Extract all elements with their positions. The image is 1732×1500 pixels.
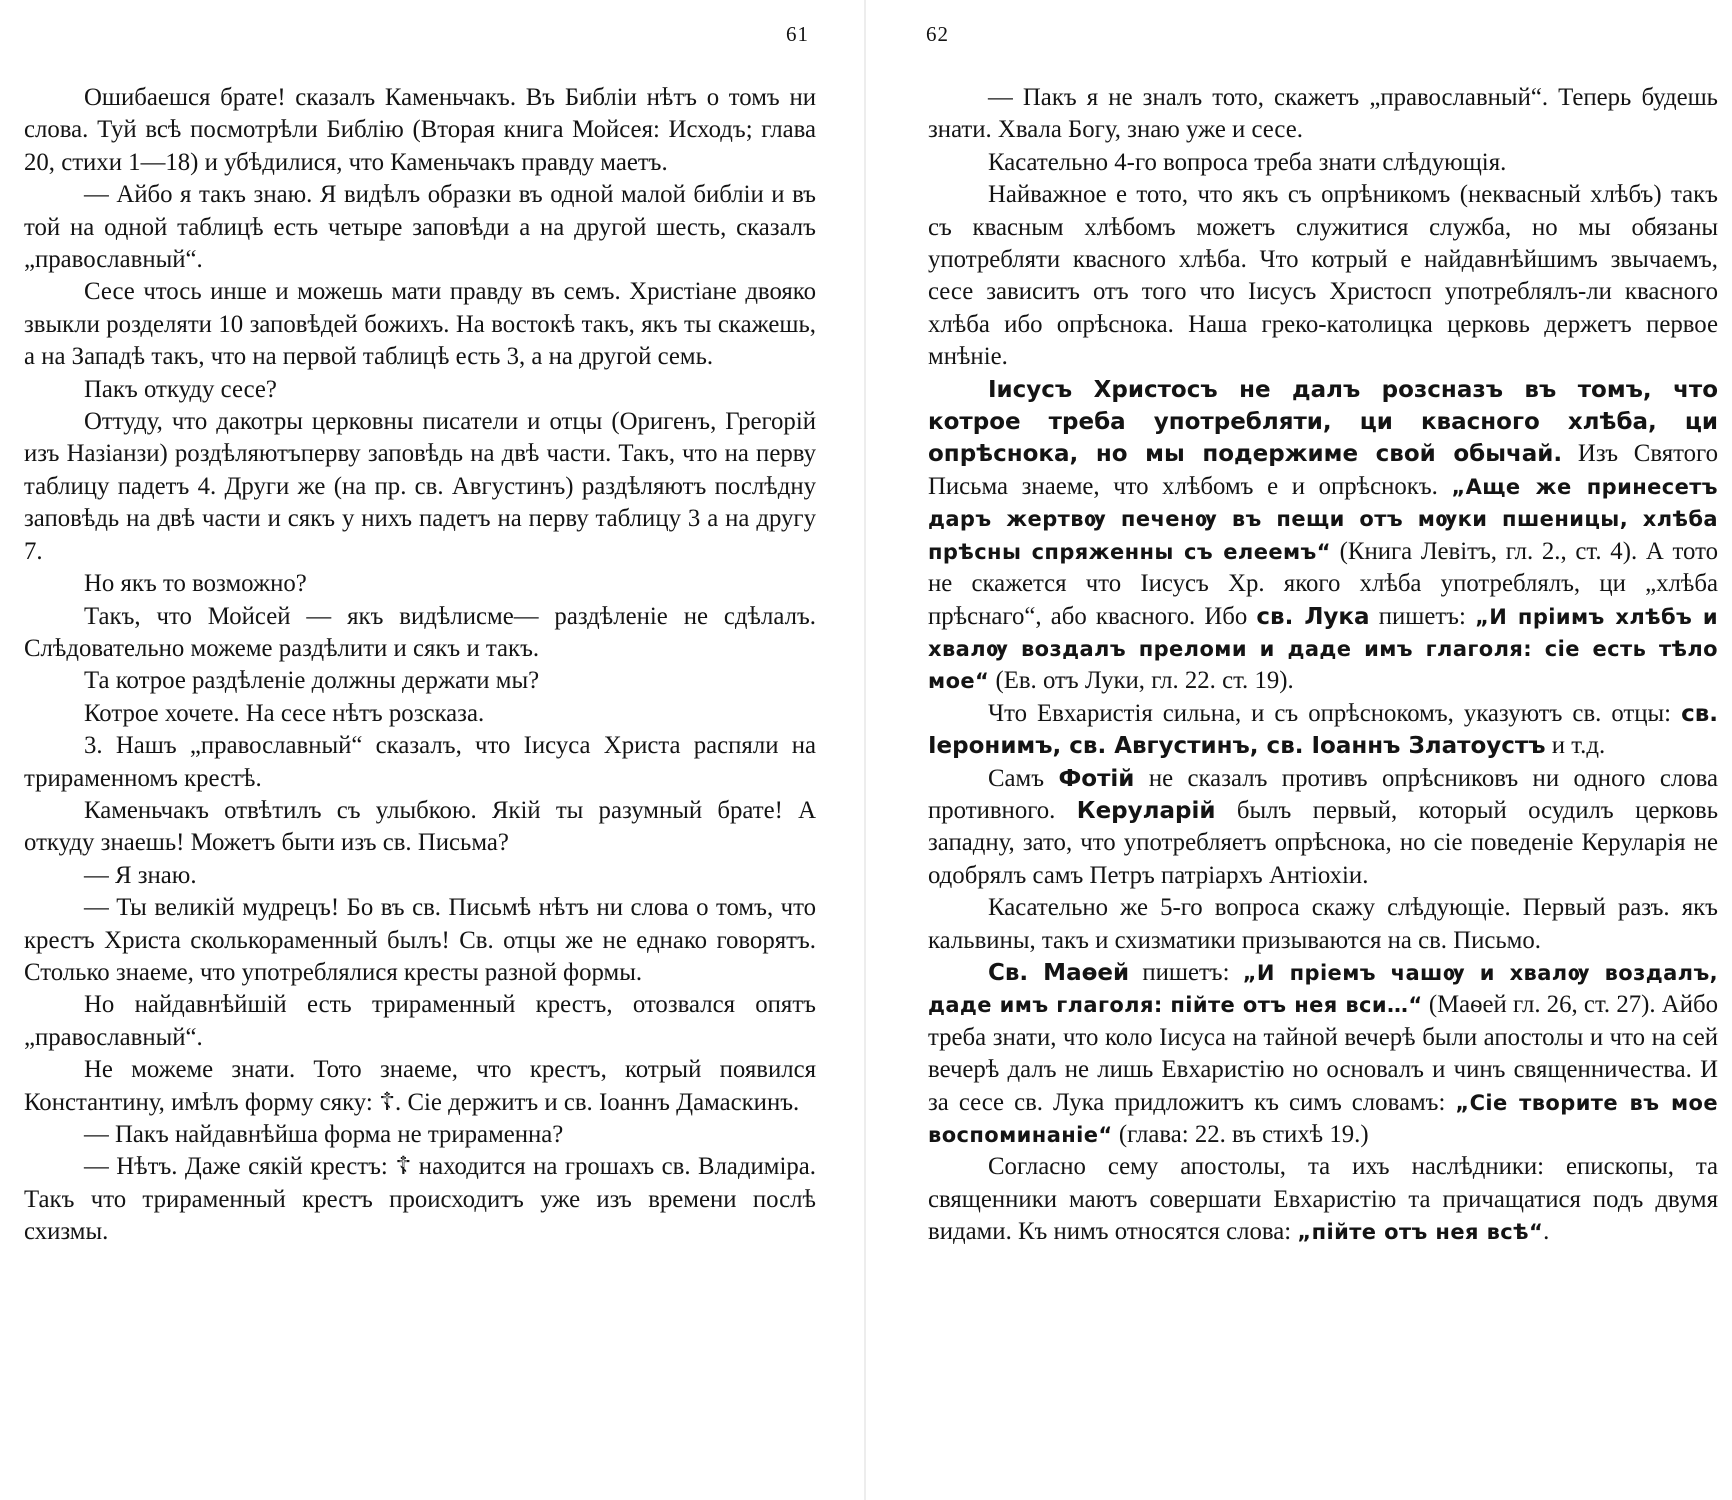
right-paragraph [928, 763, 1718, 893]
right-paragraph [928, 892, 1718, 957]
left-paragraph [24, 860, 816, 892]
body-text: Но якъ то возможно? [84, 570, 307, 598]
left-paragraph [24, 730, 816, 795]
body-text: Ошибаешся брате! сказалъ Каменьчакъ. Въ Библіи нѣтъ о томъ ни слова. Туй всѣ посмотрѣли Библію (Вторая книга Мойсея: Исходъ; глава 20, стихи 1—18) и убѣдилися, что Каменьчакъ правду маетъ. [24, 84, 816, 176]
body-text: (Маѳей гл. 26, ст. 27). Айбо треба знати, что коло Іисуса на тайной вечерѣ были апостолы и что на сей вечерѣ далъ не лишь Евхаристію но основалъ и чинъ священничества. И за сесе св. Лука придложитъ къ симъ словамъ: [928, 991, 1718, 1116]
right-page-text [928, 82, 1718, 1249]
body-text: Найважное е тото, что якъ съ опрѣникомъ (неквасный хлѣбъ) такъ съ квасным хлѣбомъ можетъ служитися служба, но мы обязаны употребляти квасного хлѣба. Что котрый е найдавнѣйшимъ звычаемъ, сесе зависитъ отъ того что Іисусъ Христосп употреблялъ-ли квасного хлѣба ибо опрѣснока. Наша греко-католицка церковь держетъ первое мнѣніе. [928, 181, 1718, 371]
left-paragraph [24, 665, 816, 697]
right-page [866, 0, 1732, 1500]
body-text: (Ев. отъ Луки, гл. 22. ст. 19). [989, 667, 1294, 695]
body-text: (Книга Левітъ, гл. 2., ст. 4). А тото не скажется что Іисусъ Хр. якого хлѣба употреблялъ, ци „хлѣба прѣснаго“, або квасного. Ибо [928, 537, 1718, 630]
right-paragraph [928, 82, 1718, 147]
body-text: и т.д. [1545, 732, 1606, 760]
scripture-quote: „Аще же принесетъ даръ жертвѹ печенѹ въ пещи отъ мѹки пшеницы, хлѣба прѣсны спряженны съ елеемъ“ [928, 474, 1718, 564]
body-text: Касательно же 5-го вопроса скажу слѣдующіе. Первый разъ. якъ кальвины, такъ и схизматики призываются на св. Письмо. [928, 894, 1718, 954]
scripture-quote: „пійте отъ нея всѣ“ [1297, 1220, 1544, 1245]
left-page-text [24, 82, 816, 1249]
body-text: Касательно 4-го вопроса треба знати слѣдующія. [988, 148, 1507, 176]
left-paragraph [24, 374, 816, 406]
body-text: — Айбо я такъ знаю. Я видѣлъ образки въ одной малой библіи и въ той на одной таблицѣ есть четыре заповѣди а на другой шесть, сказалъ „православный“. [24, 181, 816, 274]
left-paragraph [24, 989, 816, 1054]
emphasis-text: Керуларій [1076, 797, 1216, 824]
right-paragraph [928, 179, 1718, 373]
body-text: Та котрое раздѣленіе должны держати мы? [84, 667, 540, 695]
left-paragraph [24, 601, 816, 666]
scripture-quote: „Сіе творите въ мое воспоминаніе“ [928, 1090, 1718, 1147]
left-paragraph [24, 1151, 816, 1248]
body-text: Согласно сему апостолы, та ихъ наслѣдники: епископы, та священники маютъ совершати Евхаристію та причащатися подъ двумя видами. Къ нимъ относятся слова: [928, 1153, 1718, 1246]
emphasis-text: св. Лука [1256, 603, 1370, 630]
body-text: Сесе чтось инше и можешь мати правду въ семъ. Христіане двояко звыкли розделяти 10 заповѣдей божихъ. На востокѣ такъ, якъ ты скажешь, а на Западѣ такъ, что на первой таблицѣ есть 3, а на другой семь. [24, 278, 816, 371]
body-text: Изъ Святого Письма знаеме, что хлѣбомъ е и опрѣснокъ. [928, 440, 1718, 500]
body-text: Но найдавнѣйшій есть трираменный крестъ, отозвался опятъ „православный“. [24, 991, 816, 1051]
body-text: Такъ, что Мойсей — якъ видѣлисме— раздѣленіе не сдѣлалъ. Слѣдовательно можеме раздѣлити и сякъ и такъ. [24, 602, 816, 662]
body-text: Котрое хочете. На сесе нѣтъ розсказа. [84, 699, 485, 727]
scripture-quote: „И пріемъ чашѹ и хвалѹ воздалъ, даде имъ глаголя: пійте отъ нея вси…“ [928, 960, 1719, 1018]
left-paragraph [24, 82, 816, 179]
emphasis-text: св. Іеронимъ, св. Августинъ, св. Іоаннъ Златоустъ [928, 700, 1718, 760]
body-text: Не можеме знати. Тото знаеме, что крестъ, котрый появился Константину, имѣлъ форму сяку: ☦. Сіе держитъ и св. Іоаннъ Дамаскинъ. [24, 1056, 816, 1116]
left-paragraph [24, 406, 816, 568]
right-paragraph [928, 147, 1718, 179]
left-paragraph [24, 179, 816, 276]
body-text: — Ты великій мудрецъ! Бо въ св. Письмѣ нѣтъ ни слова о томъ, что крестъ Христа сколькораменный былъ! Св. отцы же не еднако говорятъ. Столько знаеме, что употреблялися кресты разной формы. [24, 894, 816, 986]
left-paragraph [24, 568, 816, 600]
emphasis-text: Фотій [1058, 765, 1135, 792]
left-paragraph [24, 1119, 816, 1151]
left-paragraph [24, 276, 816, 373]
body-text: былъ первый, который осудилъ церковь западну, зато, что употребляетъ опрѣснока, но сіе поведеніе Керуларія не одобрялъ самъ Петръ патріархъ Антіохіи. [928, 796, 1719, 889]
left-paragraph [24, 892, 816, 989]
body-text: Что Евхаристія сильна, и съ опрѣснокомъ, указуютъ св. отцы: [988, 699, 1682, 727]
body-text: Каменьчакъ отвѣтилъ съ улыбкою. Якій ты разумный брате! А откуду знаешь! Можетъ быти изъ св. Письма? [24, 796, 816, 857]
body-text: пишетъ: [1129, 958, 1243, 986]
right-paragraph [928, 698, 1718, 763]
right-paragraph [928, 957, 1718, 1151]
body-text: — Пакъ найдавнѣйша форма не трираменна? [84, 1121, 564, 1148]
body-text: Пакъ откуду сесе? [84, 375, 277, 403]
body-text: . [1543, 1218, 1550, 1246]
body-text: — Я знаю. [84, 861, 197, 889]
left-paragraph [24, 1054, 816, 1119]
body-text: Оттуду, что дакотры церковны писатели и отцы (Оригенъ, Грегорій изъ Назіанзи) роздѣляютъперву заповѣдь на двѣ части. Такъ, что на перву таблицу падетъ 4. Други же (на пр. св. Августинъ) раздѣляютъ послѣдну заповѣдь на двѣ части и сякъ у нихъ падетъ на перву таблицу 3 а на другу 7. [24, 408, 816, 565]
scripture-quote: „И пріимъ хлѣбъ и хвалѹ воздалъ преломи и даде имъ глаголя: сіе есть тѣло мое“ [928, 604, 1718, 694]
page-number-right: 62 [926, 22, 949, 46]
body-text: не сказалъ противъ опрѣсниковъ ни одного слова противного. [928, 764, 1718, 824]
body-text: (глава: 22. въ стихѣ 19.) [1112, 1121, 1369, 1148]
right-paragraph [928, 374, 1718, 698]
emphasis-text: Іисусъ Христосъ не далъ розсназъ въ томъ, что котрое треба употребляти, ци квасного хлѣба, ци опрѣснока, но мы подержиме свой обычай. [928, 376, 1718, 468]
left-paragraph [24, 795, 816, 860]
body-text: пишетъ: [1369, 602, 1476, 630]
page-number-left: 61 [786, 22, 809, 46]
left-paragraph [24, 698, 816, 730]
body-text: 3. Нашъ „православный“ сказалъ, что Іисуса Христа распяли на трираменномъ крестѣ. [24, 732, 816, 792]
body-text: Самъ [988, 764, 1059, 792]
right-paragraph [928, 1151, 1718, 1248]
emphasis-text: Св. Маѳей [988, 959, 1130, 986]
body-text: — Нѣтъ. Даже сякій крестъ: ☦ находится на грошахъ св. Владиміра. Такъ что трираменный крестъ происходитъ уже изъ времени послѣ схизмы. [24, 1153, 816, 1246]
body-text: — Пакъ я не зналъ тото, скажетъ „православный“. Теперь будешь знати. Хвала Богу, знаю уже и сесе. [928, 84, 1718, 144]
